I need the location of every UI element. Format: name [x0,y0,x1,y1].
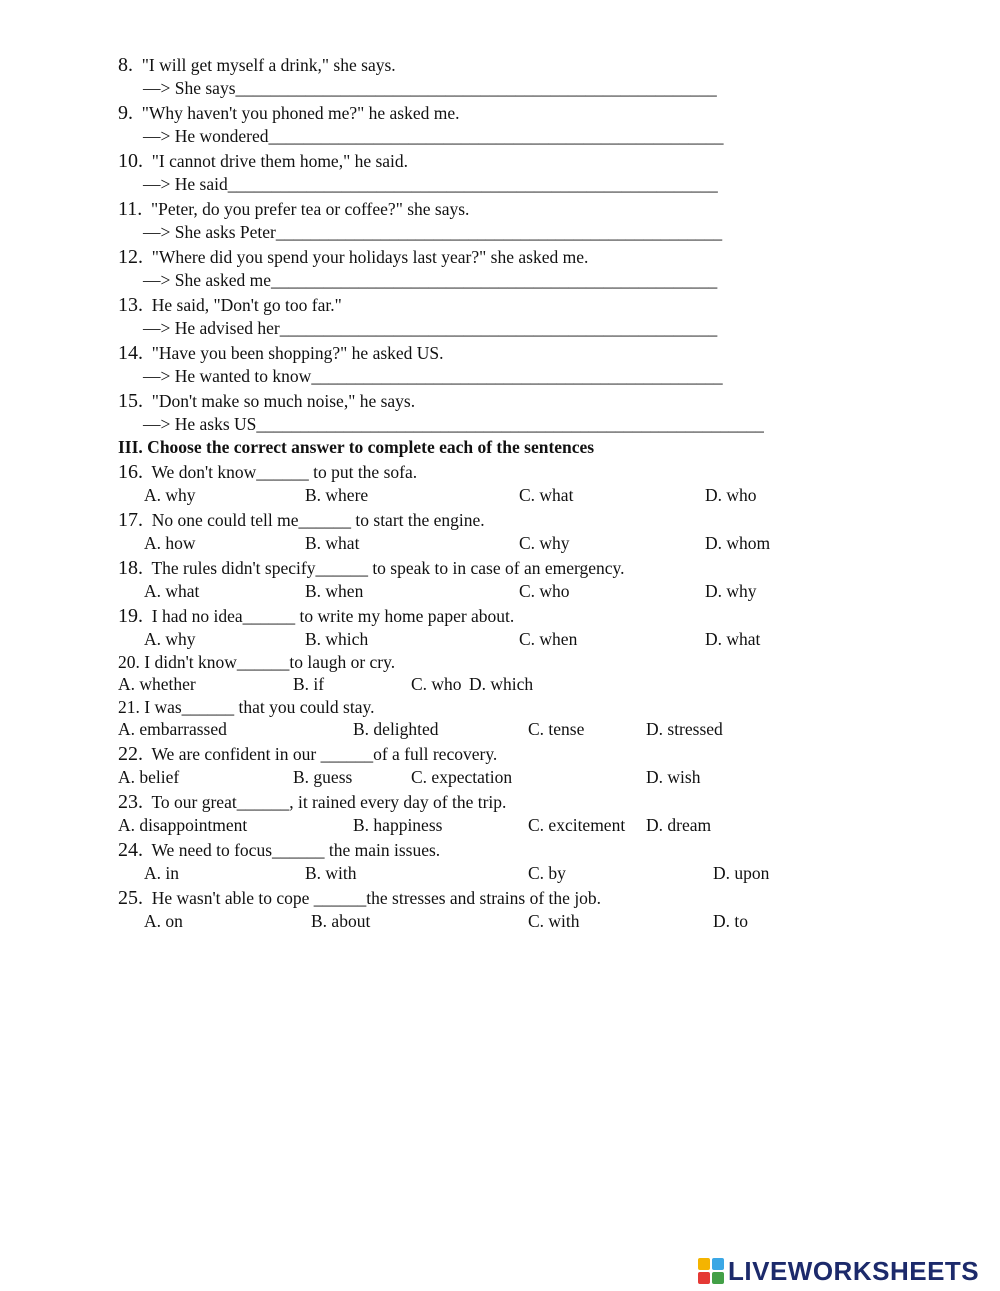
answer-blank[interactable]: __________________________________________________ [279,318,718,338]
section-heading: III. Choose the correct answer to complete each of the sentences [118,437,595,457]
item-number: 15. [118,390,143,412]
answer-stem: —> He wanted to know [143,366,312,386]
rewrite-item-8-answer[interactable] [143,77,717,99]
item-number: 16. [118,461,143,483]
item-prompt: "Why haven't you phoned me?" he asked me. [141,103,460,123]
item-number: 14. [118,342,143,364]
mc-question-24 [118,839,440,861]
item-prompt: "Have you been shopping?" he asked US. [151,343,444,363]
logo-blocks-icon [698,1258,724,1284]
rewrite-item-8-prompt [118,54,396,76]
rewrite-item-15-prompt [118,390,415,412]
mc-option-16-c[interactable]: C. what [519,485,574,505]
answer-blank[interactable]: __________________________________________________________ [256,414,764,434]
mc-option-24-a[interactable]: A. in [144,863,179,883]
answer-blank[interactable]: ____________________________________________________ [268,126,724,146]
item-number: 13. [118,294,143,316]
item-prompt: He said, "Don't go too far." [151,295,342,315]
answer-stem: —> He asks US [143,414,257,434]
item-prompt: "I cannot drive them home," he said. [151,151,409,171]
mc-option-17-b[interactable]: B. what [305,533,360,553]
mc-option-25-d[interactable]: D. to [713,911,748,931]
question-text: He wasn't able to cope ______the stresses and strains of the job. [151,888,602,908]
mc-question-23 [118,791,506,813]
answer-blank[interactable]: _______________________________________________ [311,366,723,386]
question-text: We don't know______ to put the sofa. [151,462,418,482]
mc-option-18-b[interactable]: B. when [305,581,364,601]
item-prompt: "Peter, do you prefer tea or coffee?" she says. [151,199,470,219]
answer-stem: —> She says [143,78,236,98]
mc-option-25-a[interactable]: A. on [144,911,183,931]
mc-option-18-d[interactable]: D. why [705,581,757,601]
mc-option-24-b[interactable]: B. with [305,863,357,883]
rewrite-item-9-prompt [118,102,460,124]
mc-option-21-c[interactable]: C. tense [528,719,585,739]
logo-block [698,1272,710,1284]
mc-option-23-b[interactable]: B. happiness [353,815,443,835]
question-text: We need to focus______ the main issues. [151,840,441,860]
question-text: The rules didn't specify______ to speak to in case of an emergency. [151,558,625,578]
mc-option-23-d[interactable]: D. dream [646,815,712,835]
mc-option-17-a[interactable]: A. how [144,533,196,553]
mc-option-18-c[interactable]: C. who [519,581,570,601]
item-number: 11. [118,198,143,220]
mc-question-18 [118,557,625,579]
rewrite-item-11-prompt [118,198,469,220]
answer-stem: —> She asks Peter [143,222,276,242]
rewrite-item-12-answer[interactable] [143,269,717,291]
mc-option-19-a[interactable]: A. why [144,629,196,649]
answer-blank[interactable]: _______________________________________________________ [235,78,717,98]
answer-stem: —> She asked me [143,270,271,290]
item-prompt: "I will get myself a drink," she says. [141,55,396,75]
question-text: We are confident in our ______of a full recovery. [151,744,498,764]
item-number: 9. [118,102,133,124]
question-text: To our great______, it rained every day of the trip. [151,792,507,812]
mc-option-20-a[interactable]: A. whether [118,674,196,694]
mc-option-21-b[interactable]: B. delighted [353,719,439,739]
mc-option-19-b[interactable]: B. which [305,629,369,649]
mc-option-21-a[interactable]: A. embarrassed [118,719,227,739]
item-number: 18. [118,557,143,579]
answer-stem: —> He wondered [143,126,269,146]
mc-option-20-b[interactable]: B. if [293,674,325,694]
rewrite-item-13-prompt [118,294,342,316]
mc-option-19-c[interactable]: C. when [519,629,578,649]
rewrite-item-13-answer[interactable] [143,317,717,339]
item-number: 17. [118,509,143,531]
mc-question-17 [118,509,485,531]
mc-question-22 [118,743,497,765]
item-prompt: "Where did you spend your holidays last year?" she asked me. [151,247,589,267]
question-text: I had no idea______ to write my home paper about. [151,606,515,626]
answer-stem: —> He advised her [143,318,280,338]
rewrite-item-10-answer[interactable] [143,173,718,195]
item-number: 12. [118,246,143,268]
mc-option-16-a[interactable]: A. why [144,485,196,505]
item-number: 25. [118,887,143,909]
logo-block [698,1258,710,1270]
mc-question-16 [118,461,417,483]
rewrite-item-15-answer[interactable] [143,413,764,435]
liveworksheets-logo [698,1256,979,1286]
mc-question-20: 20. I didn't know______to laugh or cry. [118,652,396,672]
mc-option-24-c[interactable]: C. by [528,863,566,883]
answer-blank[interactable]: ___________________________________________________ [270,270,718,290]
mc-option-23-c[interactable]: C. excitement [528,815,626,835]
mc-option-24-d[interactable]: D. upon [713,863,770,883]
mc-option-23-a[interactable]: A. disappointment [118,815,248,835]
mc-option-19-d[interactable]: D. what [705,629,761,649]
item-number: 22. [118,743,143,765]
item-prompt: "Don't make so much noise," he says. [151,391,416,411]
logo-block [712,1272,724,1284]
item-number: 10. [118,150,143,172]
logo-block [712,1258,724,1270]
mc-option-22-b[interactable]: B. guess [293,767,353,787]
mc-option-22-d[interactable]: D. wish [646,767,701,787]
mc-option-21-d[interactable]: D. stressed [646,719,723,739]
rewrite-item-10-prompt [118,150,408,172]
question-text: No one could tell me______ to start the engine. [151,510,485,530]
item-number: 24. [118,839,143,861]
logo-text: LIVEWORKSHEETS [728,1255,980,1286]
mc-question-19 [118,605,514,627]
mc-option-16-b[interactable]: B. where [305,485,369,505]
mc-option-22-c[interactable]: C. expectation [411,767,513,787]
answer-blank[interactable]: ________________________________________________________ [227,174,718,194]
mc-option-18-a[interactable]: A. what [144,581,200,601]
rewrite-item-14-prompt [118,342,444,364]
rewrite-item-14-answer[interactable] [143,365,723,387]
rewrite-item-12-prompt [118,246,588,268]
mc-option-20-d[interactable]: D. which [469,674,534,694]
mc-option-16-d[interactable]: D. who [705,485,757,505]
item-number: 19. [118,605,143,627]
mc-option-25-b[interactable]: B. about [311,911,371,931]
rewrite-item-9-answer[interactable] [143,125,724,147]
mc-option-17-d[interactable]: D. whom [705,533,771,553]
item-number: 23. [118,791,143,813]
answer-stem: —> He said [143,174,228,194]
rewrite-item-11-answer[interactable] [143,221,722,243]
mc-question-25 [118,887,601,909]
item-number: 8. [118,54,133,76]
mc-question-21: 21. I was______ that you could stay. [118,697,375,717]
mc-option-20-c[interactable]: C. who [411,674,462,694]
mc-option-22-a[interactable]: A. belief [118,767,180,787]
answer-blank[interactable]: ___________________________________________________ [275,222,723,242]
mc-option-17-c[interactable]: C. why [519,533,570,553]
mc-option-25-c[interactable]: C. with [528,911,580,931]
